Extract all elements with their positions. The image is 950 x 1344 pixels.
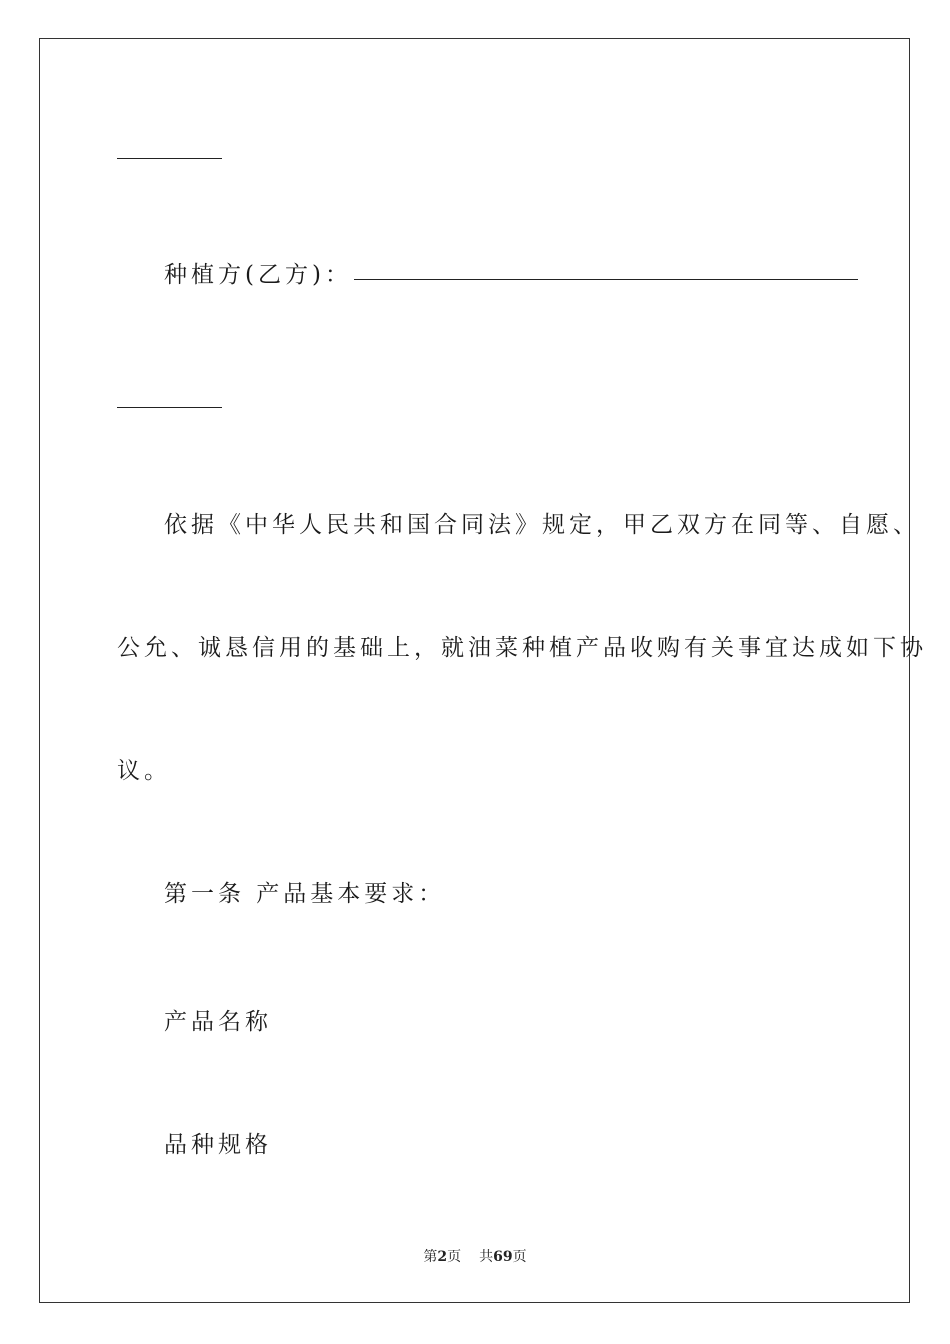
footer-total-suffix: 页 <box>512 1249 527 1265</box>
party-b-line <box>164 260 858 290</box>
page-frame <box>39 38 910 1303</box>
footer-total-prefix: 共 <box>479 1249 494 1265</box>
party-b-label: 种植方(乙方)： <box>164 262 352 288</box>
footer-page-suffix: 页 <box>447 1249 462 1265</box>
footer-total-pages: 69 <box>493 1249 513 1265</box>
blank-underline-top <box>117 158 222 159</box>
paragraph-line-1: 依据《中华人民共和国合同法》规定，甲乙双方在同等、自愿、 <box>164 512 920 538</box>
blank-underline-middle <box>117 407 222 408</box>
page-footer <box>0 1248 950 1266</box>
variety-spec-label: 品种规格 <box>164 1132 272 1158</box>
party-b-blank <box>354 279 858 280</box>
footer-page-number: 2 <box>437 1249 448 1265</box>
paragraph-line-2: 公允、诚恳信用的基础上，就油菜种植产品收购有关事宜达成如下协 <box>117 635 927 661</box>
article-one-title: 第一条 产品基本要求： <box>164 881 446 907</box>
product-name-label: 产品名称 <box>164 1009 272 1035</box>
paragraph-line-3: 议。 <box>117 758 171 784</box>
footer-page-prefix: 第 <box>423 1249 438 1265</box>
